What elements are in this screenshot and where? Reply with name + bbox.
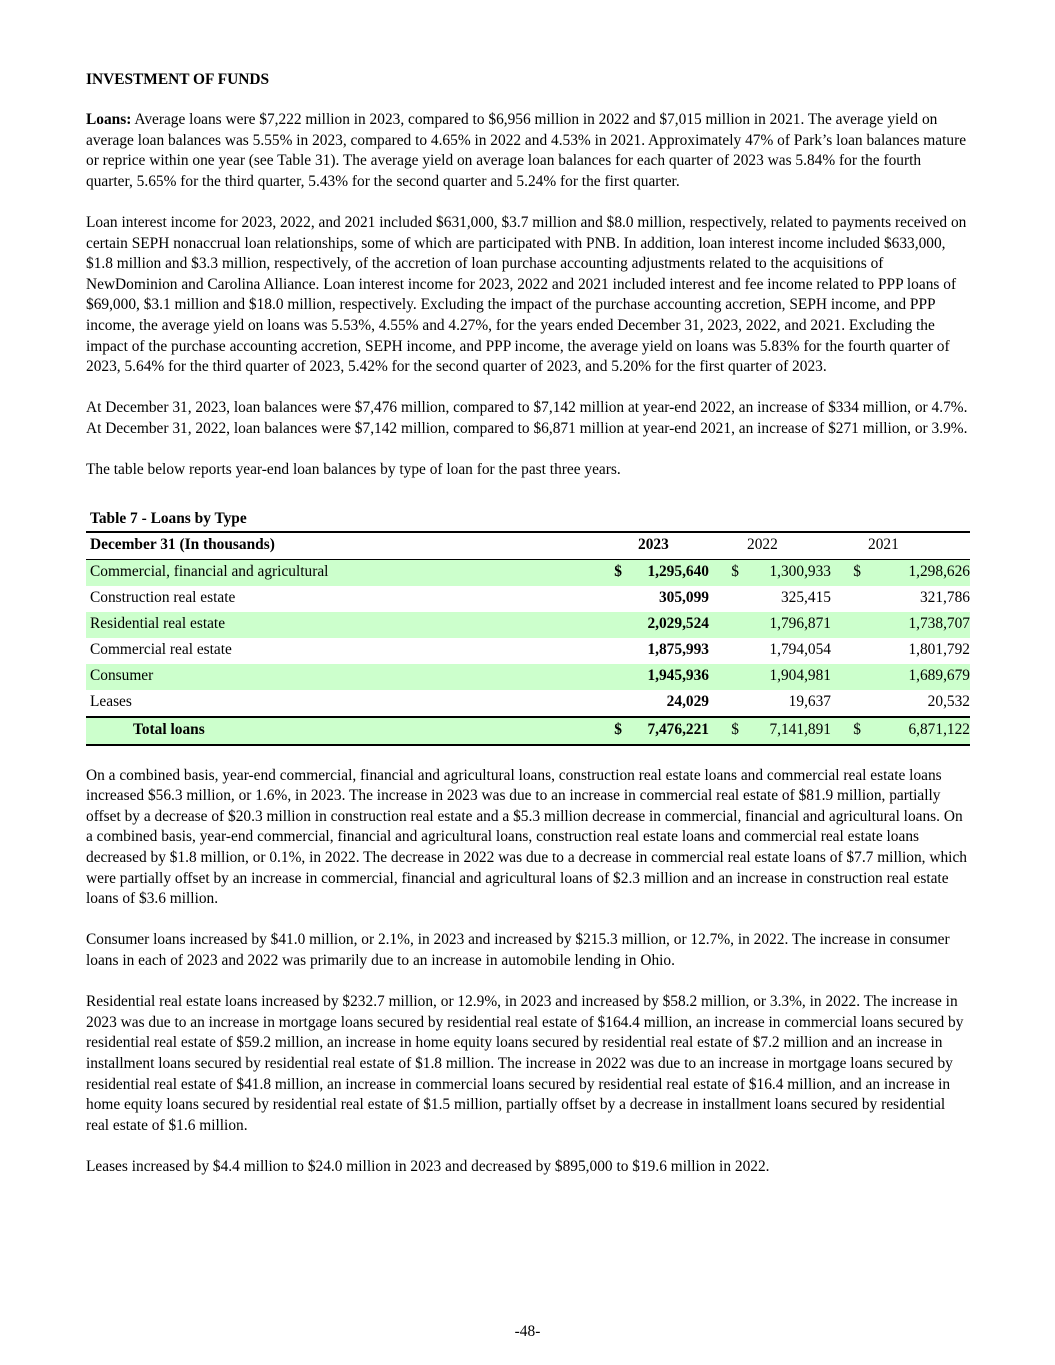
row-label: Commercial real estate xyxy=(90,641,232,659)
table-row xyxy=(86,664,970,690)
paragraph-residential: Residential real estate loans increased by $232.7 million, or 12.9%, in 2023 and increased by $58.2 million, or 3.3%, in 2022. The increase in 2023 was due to an increase in mortgage loans secured by residential real estate of $164.4 million, an increase in commercial loans secured by residential real estate of $59.2 million, an increase in home equity loans secured by residential real estate of $7.2 million and an increase in installment loans secured by residential real estate of $1.8 million. The increase in 2022 was due to an increase in mortgage loans secured by residential real estate of $41.8 million, an increase in commercial loans secured by residential real estate of $16.4 million, and an increase in home equity loans secured by residential real estate of $1.5 million, partially offset by a decrease in installment loans secured by residential real estate of $1.6 million. xyxy=(86,993,964,1134)
header-label: December 31 (In thousands) xyxy=(86,532,592,560)
dollar-sign: $ xyxy=(592,717,622,745)
header-year-2023: 2023 xyxy=(622,532,709,560)
value-2021: 1,298,626 xyxy=(861,559,970,586)
row-label: Commercial, financial and agricultural xyxy=(86,559,592,586)
table-row xyxy=(86,612,970,638)
value-2022: 1,794,054 xyxy=(769,641,831,659)
dollar-sign xyxy=(592,664,622,690)
value-2022: 1,904,981 xyxy=(739,664,831,690)
value-2022: 7,141,891 xyxy=(739,717,831,745)
dollar-sign: $ xyxy=(709,559,739,586)
dollar-sign xyxy=(709,664,739,690)
loans-by-type-table xyxy=(86,531,970,746)
value-2023: 1,295,640 xyxy=(622,559,709,586)
dollar-sign: $ xyxy=(592,559,622,586)
page-number: -48- xyxy=(514,1323,541,1340)
dollar-sign: $ xyxy=(709,717,739,745)
value-2023: 1,875,993 xyxy=(647,641,709,659)
dollar-sign xyxy=(831,664,861,690)
dollar-sign xyxy=(831,638,861,664)
value-2022: 325,415 xyxy=(780,589,831,607)
value-2021: 1,738,707 xyxy=(861,612,970,638)
row-label: Leases xyxy=(90,693,132,711)
row-label: Total loans xyxy=(86,717,592,745)
value-2021: 1,801,792 xyxy=(908,641,970,659)
row-label: Residential real estate xyxy=(86,612,592,638)
table-row xyxy=(86,559,970,586)
dollar-sign xyxy=(709,690,739,717)
dollar-sign xyxy=(709,638,739,664)
dollar-sign xyxy=(831,690,861,717)
loans-lead: Loans: xyxy=(86,111,132,128)
value-2022: 1,796,871 xyxy=(739,612,831,638)
value-2023: 7,476,221 xyxy=(622,717,709,745)
section-heading: INVESTMENT OF FUNDS xyxy=(86,71,270,88)
dollar-sign xyxy=(831,586,861,612)
value-2022: 1,300,933 xyxy=(739,559,831,586)
row-label: Consumer xyxy=(86,664,592,690)
table-total-row xyxy=(86,717,970,745)
value-2021: 20,532 xyxy=(927,693,970,711)
table-header-row xyxy=(86,532,970,560)
dollar-sign xyxy=(592,638,622,664)
dollar-sign: $ xyxy=(831,717,861,745)
paragraph-commercial: On a combined basis, year-end commercial, financial and agricultural loans, construction real estate loans and commercial real estate loans increased $56.3 million, or 1.6%, in 2023. The increase in 2023 was due to an increase in commercial real estate of $81.9 million, partially offset by a decrease of $20.3 million in construction real estate and a $5.3 million decrease in commercial, financial and agricultural loans. On a combined basis, year-end commercial, financial and agricultural loans, construction real estate loans and commercial real estate loans decreased by $1.8 million, or 0.1%, in 2022. The decrease in 2022 was due to a decrease in commercial real estate loans of $7.7 million, which were partially offset by an increase in commercial, financial and agricultural loans of $2.3 million and an increase in construction real estate loans of $3.6 million. xyxy=(86,766,967,908)
paragraph-interest-income: Loan interest income for 2023, 2022, and 2021 included $631,000, $3.7 million and $8.0 million, respectively, related to payments received on certain SEPH nonaccrual loan relationships, some of which are participated with PNB. In addition, loan interest income included $633,000, $1.8 million and $3.3 million, respectively, of the accretion of loan purchase accounting adjustments related to the acquisitions of NewDominion and Carolina Alliance. Loan interest income for 2023, 2022 and 2021 included interest and fee income related to PPP loans of $69,000, $3.1 million and $18.0 million, respectively. Excluding the impact of the purchase accounting accretion, SEPH income, and PPP income, the average yield on loans was 5.53%, 4.55% and 4.27%, for the years ended December 31, 2023, 2022, and 2021. Excluding the impact of the purchase accounting accretion, SEPH income, and PPP income, the average yield on loans was 5.83% for the fourth quarter of 2023, 5.64% for the third quarter of 2023, 5.42% for the second quarter of 2023, and 5.20% for the first quarter of 2023. xyxy=(86,213,967,376)
value-2021: 1,689,679 xyxy=(861,664,970,690)
table-row xyxy=(86,638,970,664)
table-row xyxy=(86,690,970,717)
paragraph-loans xyxy=(86,110,970,192)
header-year-2021: 2021 xyxy=(861,532,970,560)
table-title: Table 7 - Loans by Type xyxy=(90,509,247,527)
header-year-2022: 2022 xyxy=(739,532,831,560)
value-2021: 6,871,122 xyxy=(861,717,970,745)
value-2022: 19,637 xyxy=(788,693,831,711)
dollar-sign xyxy=(592,586,622,612)
document-page xyxy=(86,70,970,1198)
paragraph-leases: Leases increased by $4.4 million to $24.0 million in 2023 and decreased by $895,000 to $19.6 million in 2022. xyxy=(86,1157,770,1175)
dollar-sign xyxy=(709,612,739,638)
value-2021: 321,786 xyxy=(919,589,970,607)
dollar-sign xyxy=(831,612,861,638)
dollar-sign xyxy=(592,612,622,638)
paragraph-table-intro: The table below reports year-end loan balances by type of loan for the past three years. xyxy=(86,461,621,479)
loans-text: Average loans were $7,222 million in 2023, compared to $6,956 million in 2022 and $7,015 million in 2021. The average yield on average loan balances was 5.55% in 2023, compared to 4.65% in 2022 and 4.53% in 2021. Approximately 47% of Park’s loan balances mature or reprice within one year (see Table 31). The average yield on average loan balances for each quarter of 2023 was 5.84% for the fourth quarter, 5.65% for the third quarter, 5.43% for the second quarter and 5.24% for the first quarter. xyxy=(86,111,967,190)
value-2023: 1,945,936 xyxy=(622,664,709,690)
dollar-sign: $ xyxy=(831,559,861,586)
table-row xyxy=(86,586,970,612)
dollar-sign xyxy=(592,690,622,717)
row-label: Construction real estate xyxy=(90,589,236,607)
value-2023: 24,029 xyxy=(666,693,709,711)
paragraph-balances: At December 31, 2023, loan balances were $7,476 million, compared to $7,142 million at year-end 2022, an increase of $334 million, or 4.7%. At December 31, 2022, loan balances were $7,142 million, compared to $6,871 million at year-end 2021, an increase of $271 million, or 3.9%. xyxy=(86,399,968,437)
paragraph-consumer: Consumer loans increased by $41.0 million, or 2.1%, in 2023 and increased by $215.3 million, or 12.7%, in 2022. The increase in consumer loans in each of 2023 and 2022 was primarily due to an increase in automobile lending in Ohio. xyxy=(86,931,950,970)
value-2023: 2,029,524 xyxy=(622,612,709,638)
value-2023: 305,099 xyxy=(658,589,709,607)
dollar-sign xyxy=(709,586,739,612)
